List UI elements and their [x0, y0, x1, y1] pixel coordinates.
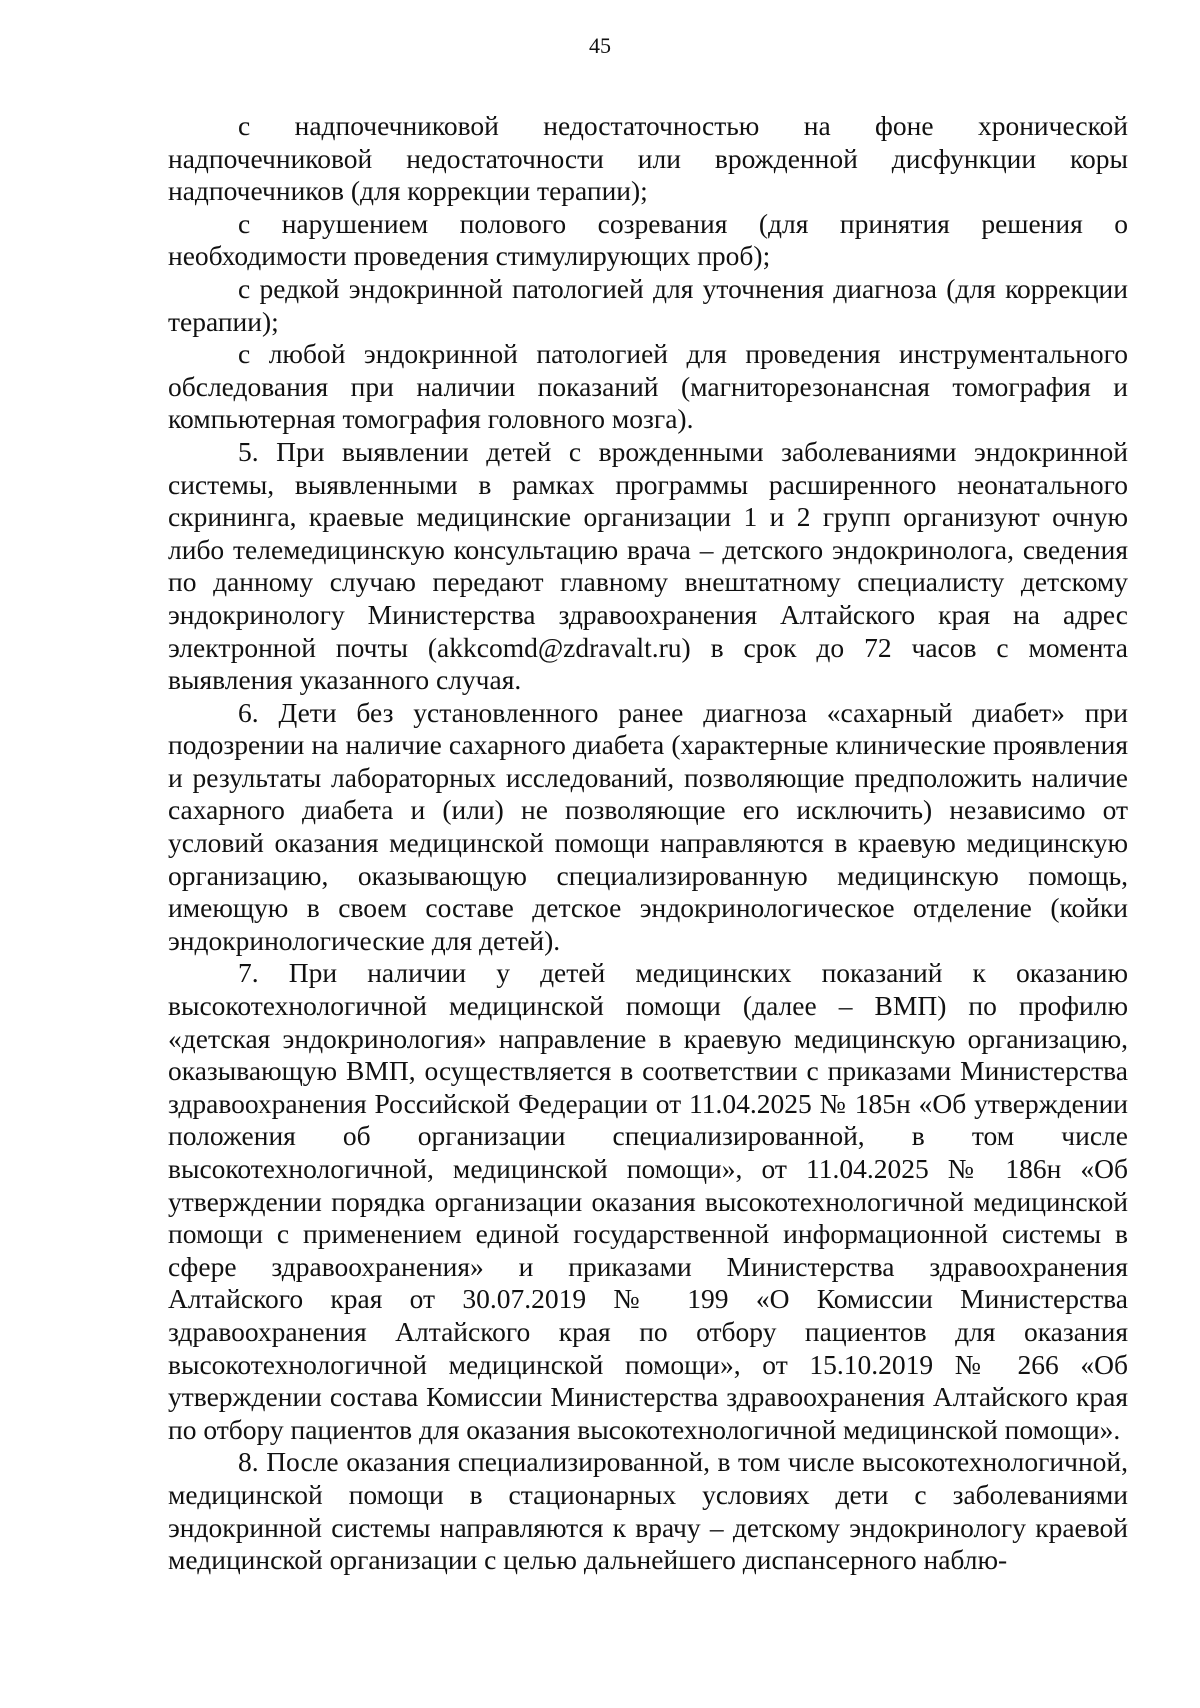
paragraph-adrenal-insufficiency: с надпочечниковой недостаточностью на фоне хронической надпочечниковой недостаточности или врожденной дисфункции коры надпочечников (для коррекции терапии);	[168, 110, 1128, 207]
page-number: 45	[589, 33, 611, 58]
paragraph-item-6: 6. Дети без установленного ранее диагноза «сахарный диабет» при подозрении на наличие сахарного диабета (характерные клинические проявления и результаты лабораторных исследований, позволяющие предположить наличие сахарного диабета и (или) не позволяющие его исключить) независимо от условий оказания медицинской помощи направляются в краевую медицинскую организацию, оказывающую специализированную медицинскую помощь, имеющую в своем составе детское эндокринологическое отделение (койки эндокринологические для детей).	[168, 696, 1128, 956]
paragraph-item-7: 7. При наличии у детей медицинских показаний к оказанию высокотехнологичной медицинской помощи (далее – ВМП) по профилю «детская эндокринология» направление в краевую медицинскую организацию, оказывающую ВМП, осуществляется в соответствии с приказами Министерства здравоохранения Российской Федерации от 11.04.2025 № 185н «Об утверждении положения об организации специализированной, в том числе высокотехнологичной, медицинской помощи», от 11.04.2025 № 186н «Об утверждении порядка организации оказания высокотехнологичной медицинской помощи с применением единой государственной информационной системы в сфере здравоохранения» и приказами Министерства здравоохранения Алтайского края от 30.07.2019 № 199 «О Комиссии Министерства здравоохранения Алтайского края по отбору пациентов для оказания высокотехнологичной медицинской помощи», от 15.10.2019 № 266 «Об утверждении состава Комиссии Министерства здравоохранения Алтайского края по отбору пациентов для оказания высокотехнологичной медицинской помощи».	[168, 957, 1128, 1445]
paragraph-instrumental-examination: с любой эндокринной патологией для проведения инструментального обследования при наличии показаний (магниторезонансная томография и компьютерная томография головного мозга).	[168, 338, 1128, 435]
paragraph-item-5: 5. При выявлении детей с врожденными заболеваниями эндокринной системы, выявленными в рамках программы расширенного неонатального скрининга, краевые медицинские организации 1 и 2 групп организуют очную либо телемедицинскую консультацию врача – детского эндокринолога, сведения по данному случаю передают главному внештатному специалисту детскому эндокринологу Министерства здравоохранения Алтайского края на адрес электронной почты (akkcomd@zdravalt.ru) в срок до 72 часов с момента выявления указанного случая.	[168, 435, 1128, 696]
paragraph-rare-pathology: с редкой эндокринной патологией для уточнения диагноза (для коррекции терапии);	[168, 272, 1128, 337]
paragraph-item-8: 8. После оказания специализированной, в том числе высокотехнологичной, медицинской помощи в стационарных условиях дети с заболеваниями эндокринной системы направляются к врачу – детскому эндокринологу краевой медицинской организации с целью дальнейшего диспансерного наблю-	[168, 1446, 1128, 1576]
document-body	[168, 110, 1128, 1577]
paragraph-puberty-disorder: с нарушением полового созревания (для принятия решения о необходимости проведения стимулирующих проб);	[168, 207, 1128, 272]
